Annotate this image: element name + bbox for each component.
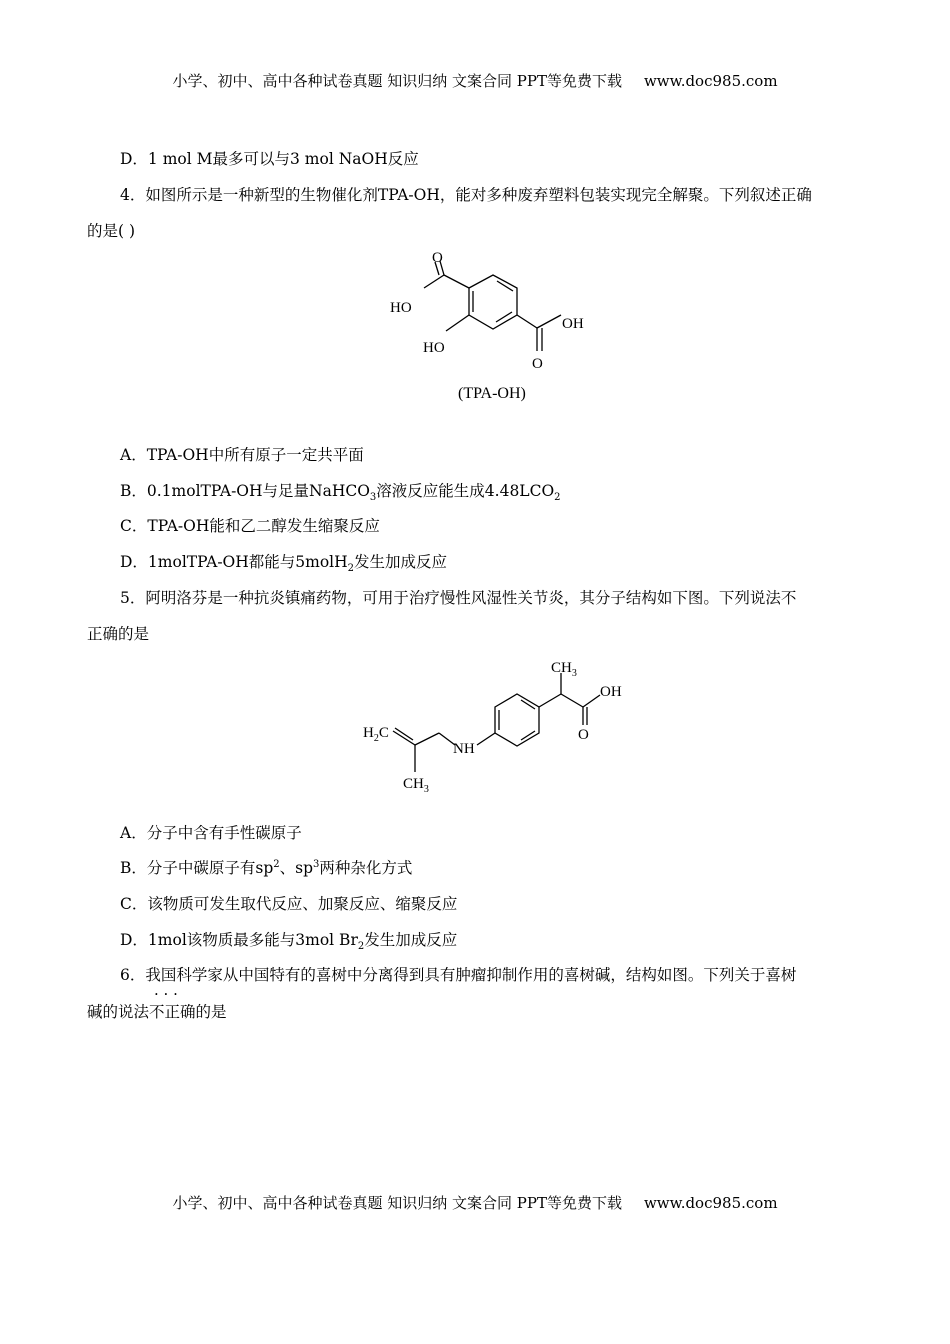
tpa-label-ho-left: HO bbox=[390, 300, 412, 316]
header-url[interactable]: www.doc985.com bbox=[643, 72, 778, 90]
amino-label-oh: OH bbox=[600, 684, 622, 700]
amino-label-h2c: $H_2C$ bbox=[363, 725, 389, 744]
q4-option-c: C．TPA-OH能和乙二醇发生缩聚反应 bbox=[120, 517, 380, 535]
q3-option-d: D．1 mol M最多可以与3 mol NaOH反应 bbox=[120, 150, 419, 168]
amino-label-ch3-bottom: $CH_3$ bbox=[403, 776, 429, 795]
footer-text: 小学、初中、高中各种试卷真题 知识归纳 文案合同 PPT等免费下载 bbox=[172, 1194, 622, 1212]
q6-emphasis-dots: · · · bbox=[154, 985, 178, 1003]
q4-stem-line1: 4．如图所示是一种新型的生物催化剂TPA-OH，能对多种废弃塑料包装实现完全解聚。下列叙述正确 bbox=[120, 186, 812, 204]
q4-option-a: A．TPA-OH中所有原子一定共平面 bbox=[120, 446, 364, 464]
tpa-label-o-bottom: O bbox=[532, 356, 543, 372]
amino-label-o: O bbox=[578, 727, 589, 743]
q6-stem-line2: 碱的说法不正确的是 bbox=[87, 1003, 227, 1021]
q5-option-c: C．该物质可发生取代反应、加聚反应、缩聚反应 bbox=[120, 895, 458, 913]
tpa-label-ho-bottom: HO bbox=[423, 340, 445, 356]
amino-label-ch3-top: $CH_3$ bbox=[551, 660, 577, 679]
tpa-label-oh-right: OH bbox=[562, 316, 584, 332]
q4-option-b: B．0.1molTPA-OH与足量NaHCO$_3$溶液反应能生成$4.48LCO_2$ bbox=[120, 482, 561, 504]
amino-label-nh: NH bbox=[453, 741, 475, 757]
tpa-label-o-top: O bbox=[432, 250, 443, 266]
q4-option-d: D．1molTPA-OH都能与5molH$_2$发生加成反应 bbox=[120, 553, 448, 575]
q6-stem-line1: 6．我国科学家从中国特有的喜树中分离得到具有肿瘤抑制作用的喜树碱，结构如图。下列关于喜树 bbox=[120, 966, 797, 984]
page-footer bbox=[0, 1192, 950, 1213]
q5-option-b: B．分子中碳原子有$sp^2$、$sp^3$两种杂化方式 bbox=[120, 858, 413, 877]
q5-stem-line2: 正确的是 bbox=[87, 625, 150, 643]
q5-option-d: D．1mol该物质最多能与3mol $Br_2$发生加成反应 bbox=[120, 931, 458, 953]
footer-url[interactable]: www.doc985.com bbox=[643, 1194, 778, 1212]
q4-stem-line2: 的是( ) bbox=[87, 222, 136, 240]
q5-option-a: A．分子中含有手性碳原子 bbox=[120, 824, 302, 842]
header-text: 小学、初中、高中各种试卷真题 知识归纳 文案合同 PPT等免费下载 bbox=[172, 72, 622, 90]
tpa-oh-structure bbox=[380, 248, 610, 408]
aminoprofen-structure bbox=[355, 655, 645, 800]
tpa-caption: (TPA-OH) bbox=[458, 385, 526, 402]
q5-stem-line1: 5．阿明洛芬是一种抗炎镇痛药物，可用于治疗慢性风湿性关节炎，其分子结构如下图。下列说法不 bbox=[120, 589, 797, 607]
page-header bbox=[0, 70, 950, 91]
